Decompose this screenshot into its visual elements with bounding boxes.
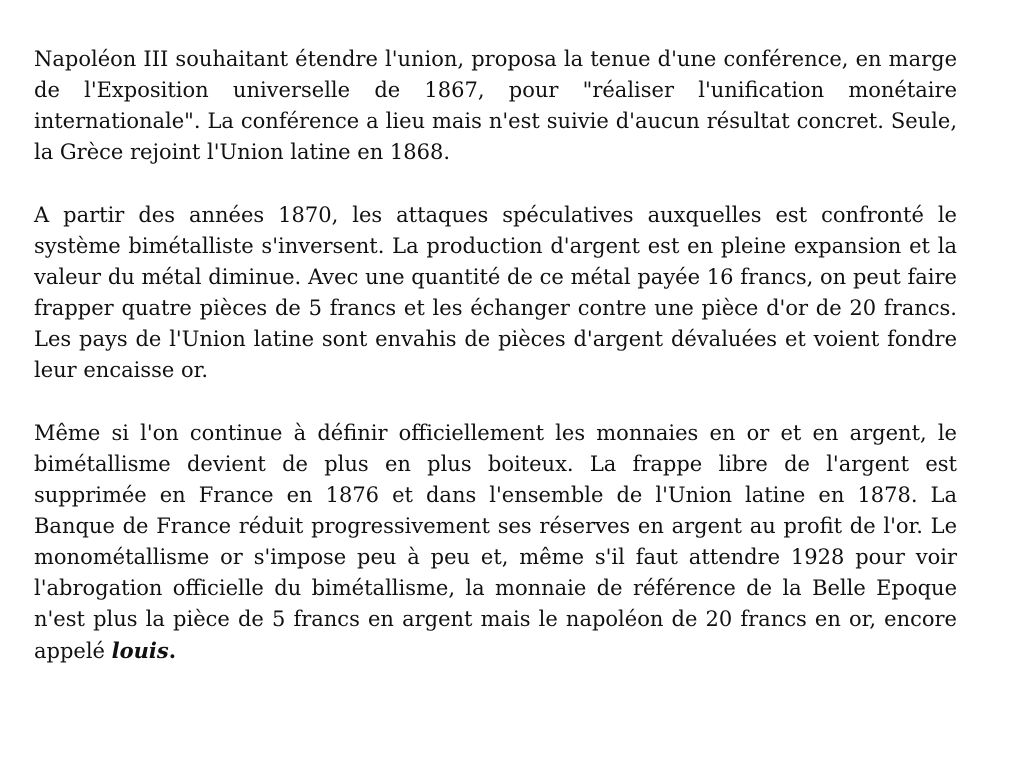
paragraph-bimetallism-decline: [34, 418, 957, 667]
document-body: [34, 44, 957, 699]
final-period: .: [168, 638, 177, 663]
paragraph-speculative-attacks: A partir des années 1870, les attaques spéculatives auxquelles est confronté le système bimétalliste s'inversent. La production d'argent est en pleine expansion et la valeur du métal diminue. Avec une quantité de ce métal payée 16 francs, on peut faire frapper quatre pièces de 5 francs et les échanger contre une pièce d'or de 20 francs. Les pays de l'Union latine sont envahis de pièces d'argent dévaluées et voient fondre leur encaisse or.: [34, 203, 957, 382]
louis-emphasis: louis: [111, 638, 169, 663]
paragraph-bimetallism-text: Même si l'on continue à définir officiellement les monnaies en or et en argent, le bimétallisme devient de plus en plus boiteux. La frappe libre de l'argent est supprimée en France en 1876 et dans l'ensemble de l'Union latine en 1878. La Banque de France réduit progressivement ses réserves en argent au profit de l'or. Le monométallisme or s'impose peu à peu et, même s'il faut attendre 1928 pour voir l'abrogation officielle du bimétallisme, la monnaie de référence de la Belle Epoque n'est plus la pièce de 5 francs en argent mais le napoléon de 20 francs en or, encore appelé: [34, 421, 957, 663]
paragraph-conference-1867: Napoléon III souhaitant étendre l'union, proposa la tenue d'une conférence, en marge de l'Exposition universelle de 1867, pour "réaliser l'unification monétaire internationale". La conférence a lieu mais n'est suivie d'aucun résultat concret. Seule, la Grèce rejoint l'Union latine en 1868.: [34, 47, 957, 164]
